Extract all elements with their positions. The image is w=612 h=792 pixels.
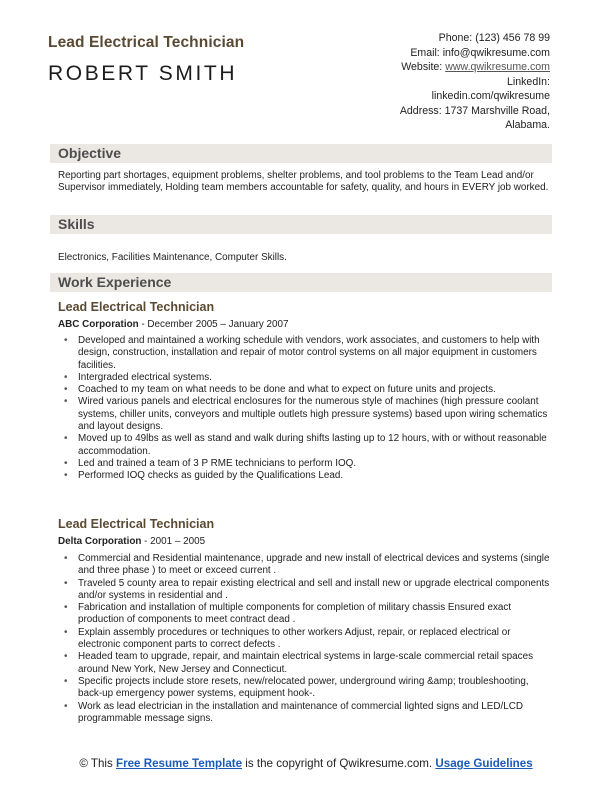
job-title: Lead Electrical Technician — [58, 517, 215, 531]
job-bullet: • Intergraded electrical systems. — [58, 372, 552, 384]
job-bullet-list — [58, 553, 552, 725]
company-name: ABC Corporation — [58, 319, 139, 330]
contact-address-line1: Address: 1737 Marshville Road, — [399, 104, 550, 117]
job-bullet-list — [58, 335, 552, 483]
work-experience-title: Work Experience — [58, 274, 172, 290]
skills-text: Electronics, Facilities Maintenance, Computer Skills. — [58, 252, 287, 263]
job-company-line — [58, 319, 289, 330]
footer-prefix: © This — [79, 757, 116, 770]
skills-section-header — [50, 215, 552, 234]
job-company-line — [58, 536, 205, 547]
contact-email: Email: info@qwikresume.com — [410, 46, 550, 59]
job-bullet: • Developed and maintained a working schedule with vendors, work associates, and customers to help with design, construction, installation and repair of motor control systems on all major equipment in customers facilities. — [58, 335, 552, 372]
job-bullet: • Wired various panels and electrical enclosures for the numerous style of machines (high pressure coolant systems, chiller units, conveyors and multiple outlets high pressure systems) based upon wiring schematics and layout designs. — [58, 396, 552, 433]
job-bullet: • Coached to my team on what needs to be done and what to expect on future units and projects. — [58, 384, 552, 396]
job-bullet: • Headed team to upgrade, repair, and maintain electrical systems in large-scale commercial retail spaces around New York, New Jersey and Connecticut. — [58, 651, 552, 676]
job-bullet: • Fabrication and installation of multiple components for completion of military chassis Ensured exact production of components to meet contract dead . — [58, 602, 552, 627]
work-experience-section-header — [50, 273, 552, 292]
website-link[interactable]: www.qwikresume.com — [445, 61, 550, 73]
objective-title: Objective — [58, 145, 122, 161]
contact-address-line2: Alabama. — [505, 119, 550, 131]
job-title: Lead Electrical Technician — [58, 300, 215, 314]
contact-website — [300, 60, 550, 75]
contact-phone: Phone: (123) 456 78 99 — [438, 32, 550, 44]
job-bullet: • Specific projects include store resets, new/relocated power, underground wiring &amp; troubleshooting, back-up emergency power systems, equipment hook-. — [58, 676, 552, 701]
free-resume-template-link[interactable]: Free Resume Template — [116, 757, 243, 770]
contact-linkedin-value: linkedin.com/qwikresume — [431, 90, 550, 102]
job-bullet: • Work as lead electrician in the installation and maintenance of commercial lighted signs and LED/LCD programmable message signs. — [58, 701, 552, 726]
job-dates: - 2001 – 2005 — [141, 536, 206, 547]
job-bullet: • Led and trained a team of 3 P RME technicians to perform IOQ. — [58, 458, 552, 470]
job-dates: - December 2005 – January 2007 — [138, 319, 289, 330]
company-name: Delta Corporation — [58, 536, 142, 547]
skills-title: Skills — [58, 216, 95, 232]
footer-copyright: is the copyright of Qwikresume.com. — [242, 757, 436, 770]
job-bullet: • Performed IOQ checks as guided by the Qualifications Lead. — [58, 470, 552, 482]
objective-section-header — [50, 144, 552, 163]
contact-linkedin-label: LinkedIn: — [507, 75, 550, 88]
footer — [60, 757, 552, 771]
contact-website-label: Website: — [401, 61, 446, 73]
usage-guidelines-link[interactable]: Usage Guidelines — [435, 757, 533, 770]
contact-block — [300, 31, 550, 133]
person-name: ROBERT SMITH — [48, 62, 238, 85]
job-bullet: • Commercial and Residential maintenance, upgrade and new install of electrical devices and systems (single and three phase ) to meet or exceed current . — [58, 553, 552, 578]
job-bullet: • Explain assembly procedures or techniques to other workers Adjust, repair, or replaced electrical or electronic component parts to correct defects . — [58, 627, 552, 652]
objective-text: Reporting part shortages, equipment problems, shelter problems, and tool problems to the Team Lead and/or Supervisor immediately, Holding team members accountable for safety, quality, and hours in EVERY job worked. — [58, 170, 549, 194]
job-bullet: • Traveled 5 county area to repair existing electrical and sell and install new or upgrade electrical components and/or systems in residential and . — [58, 578, 552, 603]
header-job-title: Lead Electrical Technician — [48, 34, 245, 51]
job-bullet: • Moved up to 49lbs as well as stand and walk during shifts lasting up to 12 hours, with or without reasonable accommodation. — [58, 433, 552, 458]
